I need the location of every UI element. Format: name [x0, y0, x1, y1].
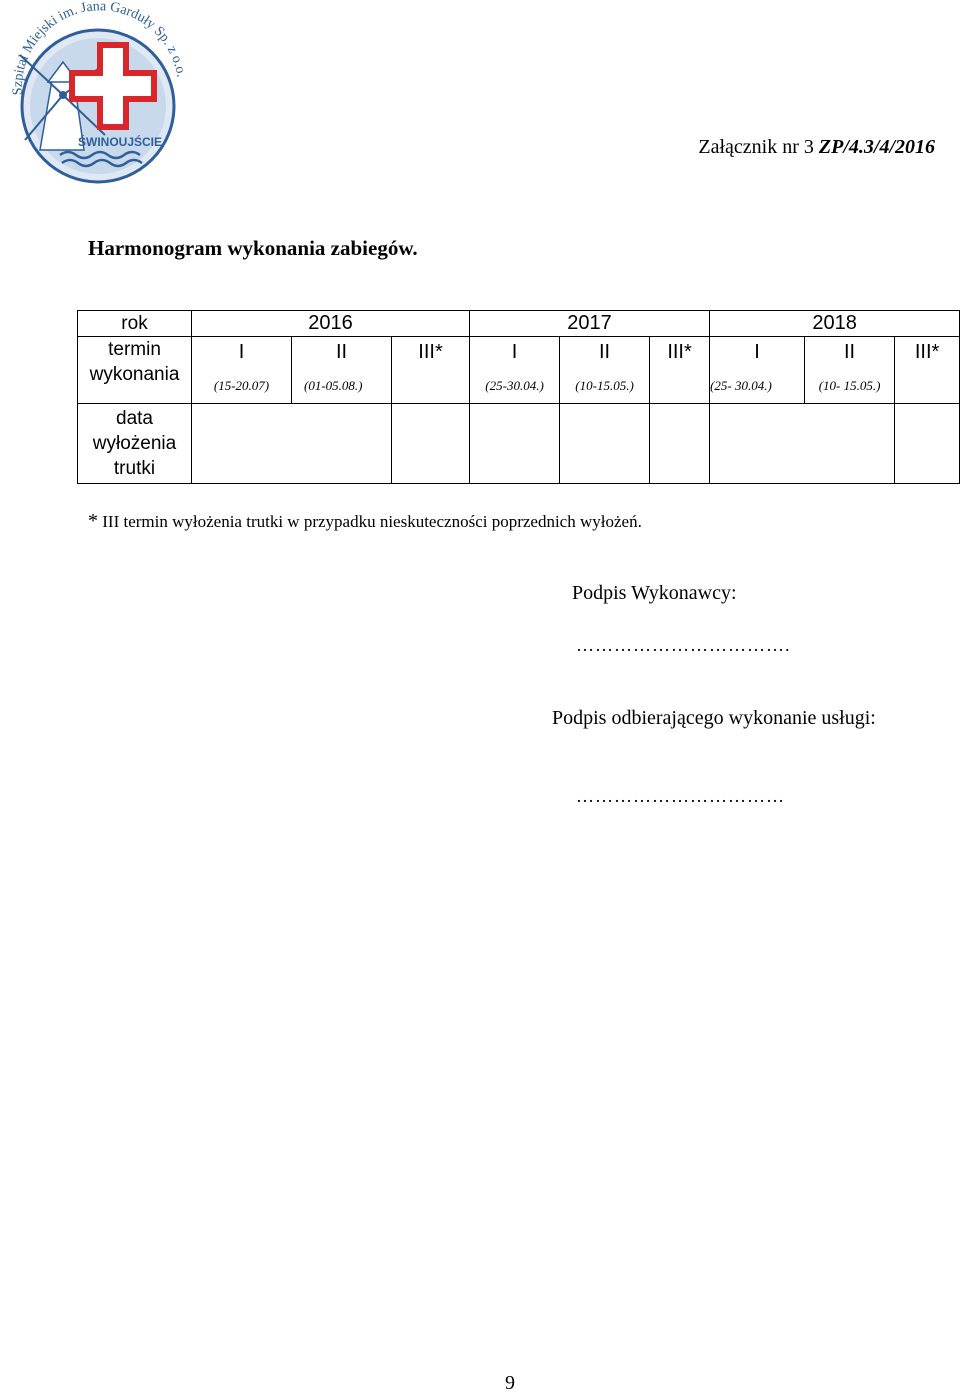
date-range-cell: (25-30.04.) — [470, 369, 560, 404]
receiver-signature-line[interactable]: …………………………… — [576, 786, 785, 806]
row-label-term-line2: wykonania — [89, 364, 180, 385]
footnote — [88, 510, 642, 533]
term-cell: II — [560, 337, 650, 369]
date-range-cell: (01-05.08.) — [292, 369, 392, 404]
year-cell: 2016 — [192, 311, 470, 337]
data-entry-cell[interactable] — [470, 404, 560, 484]
schedule-table — [77, 310, 960, 484]
footnote-text: III termin wyłożenia trutki w przypadku nieskuteczności poprzednich wyłożeń. — [98, 512, 642, 531]
page-number: 9 — [505, 1372, 515, 1394]
logo-city: ŚWINOUJŚCIE — [77, 135, 163, 149]
year-cell: 2018 — [710, 311, 960, 337]
row-label-term-line1: termin — [108, 339, 161, 360]
contractor-signature-label: Podpis Wykonawcy: — [572, 582, 737, 604]
date-range-cell: (15-20.07) — [192, 369, 292, 404]
term-cell: I — [192, 337, 292, 369]
term-cell: I — [470, 337, 560, 369]
term-cell: III* — [650, 337, 710, 369]
date-range-cell: (10-15.05.) — [560, 369, 650, 404]
annex-label: Załącznik nr 3 — [698, 136, 814, 158]
term-cell: III* — [392, 337, 470, 369]
receiver-signature-label: Podpis odbierającego wykonanie usługi: — [552, 707, 876, 729]
data-entry-cell[interactable] — [560, 404, 650, 484]
date-range-cell: (10- 15.05.) — [805, 369, 895, 404]
date-range-cell — [392, 369, 470, 404]
logo-arc-text: Szpital Miejski im. Jana Garduły Sp. z o.o. — [10, 0, 189, 96]
contractor-signature-line[interactable]: ……………………………. — [576, 635, 791, 655]
data-entry-cell[interactable] — [650, 404, 710, 484]
term-cell: III* — [895, 337, 960, 369]
term-cell: II — [292, 337, 392, 369]
data-entry-cell[interactable] — [392, 404, 470, 484]
term-cell: II — [805, 337, 895, 369]
footnote-asterisk: * — [88, 510, 98, 532]
row-label-data-line3: trutki — [113, 458, 156, 479]
year-cell: 2017 — [470, 311, 710, 337]
row-label-data-line2: wyłożenia — [92, 433, 177, 454]
annex-ref: ZP/4.3/4/2016 — [818, 136, 935, 158]
document-title: Harmonogram wykonania zabiegów. — [88, 236, 418, 260]
row-label-data-line1: data — [116, 408, 153, 429]
hospital-logo — [0, 0, 195, 185]
annex-reference — [698, 136, 935, 159]
data-entry-cell[interactable] — [192, 404, 392, 484]
data-entry-cell[interactable] — [710, 404, 895, 484]
date-range-cell — [650, 369, 710, 404]
date-range-cell: (25- 30.04.) — [710, 369, 805, 404]
data-entry-cell[interactable] — [895, 404, 960, 484]
row-label-term — [78, 337, 192, 404]
date-range-cell — [895, 369, 960, 404]
term-cell: I — [710, 337, 805, 369]
row-label-data — [78, 404, 192, 484]
row-label-year: rok — [78, 311, 192, 337]
